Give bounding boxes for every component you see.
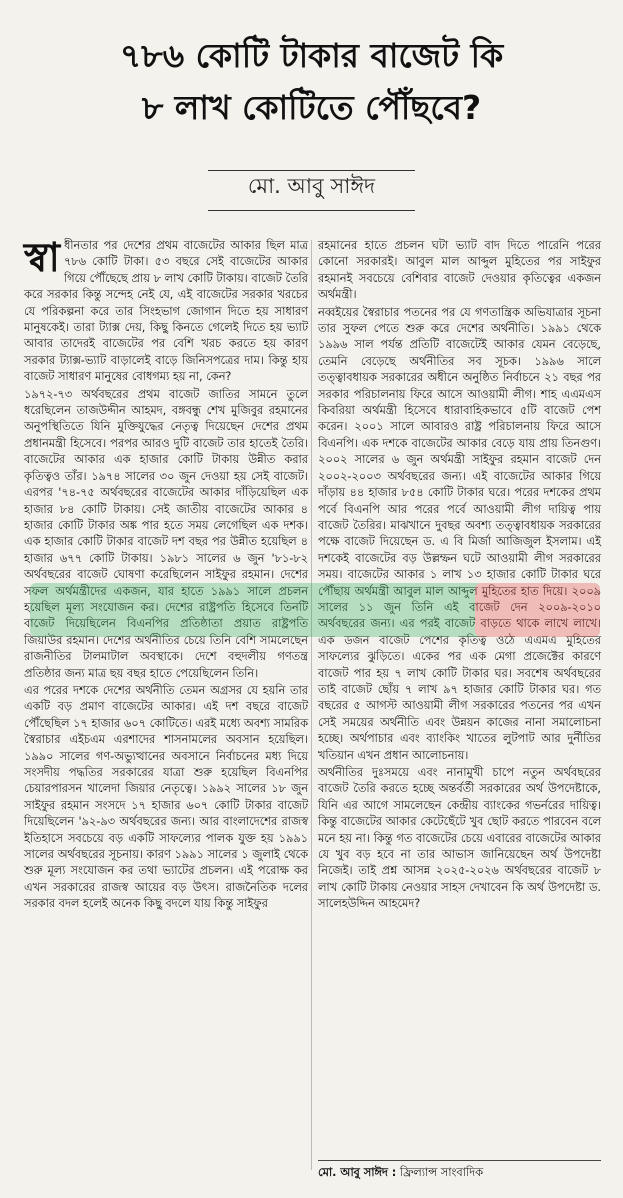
- article-column-left: [24, 235, 308, 914]
- column-divider: [311, 240, 312, 1170]
- author-role: ফ্রিল্যান্স সাংবাদিক: [399, 1166, 483, 1179]
- paragraph: নব্বইয়ের স্বৈরাচার পতনের পর যে গণতান্ত্রিক অভিযাত্রার সূচনা তার সুফল পেতে শুরু করে দেশের অর্থনীতি। ১৯৯১ থেকে ১৯৯৬ সাল পর্যন্ত প্রতিটি বাজেটেই আকার যেমন বেড়েছে, তেমনি বেড়েছে অর্থনীতির সব সূচক। ১৯৯৬ সালে তত্ত্বাবধায়ক সরকারের অধীনে অনুষ্ঠিত নির্বাচনে ২১ বছর পর সরকার পরিচালনায় ফিরে আসে আওয়ামী লীগ। শাহ এএমএস কিবরিয়া অর্থমন্ত্রী হিসেবে ধারাবাহিকভাবে ৫টি বাজেট পেশ করেন। ২০০১ সালে আবারও রাষ্ট্র পরিচালনায় ফিরে আসে বিএনপি। এক দশকে বাজেটের আকার বেড়ে যায় প্রায় তিনগুণ। ২০০২ সালের ৬ জুন অর্থমন্ত্রী সাইফুর রহমান বাজেট দেন ২০০২-২০০৩ অর্থবছরের জন্য। এই বাজেটের আকার গিয়ে দাঁড়ায় ৪৪ হাজার ৮৫৪ কোটি টাকার ঘরে। পরের দশকের প্রথম পর্বে বিএনপি আর পরের পর্বে আওয়ামী লীগ দায়িত্ব পায় বাজেট তৈরির। মাঝখানে দুবছর অবশ্য তত্ত্বাবধায়ক সরকারের পক্ষে বাজেট দিয়েছেন ড. এ বি মির্জা আজিজুল ইসলাম। এই দশকেই বাজেটের বড় উল্লম্ফন ঘটে আওয়ামী লীগ সরকারের সময়। বাজেটের আকার ১ লাখ ১৩ হাজার কোটি টাকার ঘরে পৌঁছায় অর্থমন্ত্রী আবুল মাল আব্দুল মুহিতের হাত দিয়ে। ২০০৯ সালের ১১ জুন তিনি এই বাজেট দেন ২০০৯-২০১০ অর্থবছরের জন্য। এর পরই বাজেট বাড়তে থাকে লাখে লাখে। এক ডজন বাজেট পেশের কৃতিত্ব ওঠে এএমএ মুহিতের সাফল্যের ঝুড়িতে। একের পর এক মেগা প্রজেক্টের কারণে বাজেট পার হয় ৭ লাখ কোটি টাকার ঘর। সবশেষ অর্থবছরের তাই বাজেট ছোঁয় ৭ লাখ ৯৭ হাজার কোটি টাকার ঘর। গত বছরের ৫ আগস্ট আওয়ামী লীগ সরকারের পতনের পর এখন সেই সময়ের অর্থনীতি এবং উন্নয়ন কাজের নানা সমালোচনা হচ্ছে। অর্থপাচার এবং ব্যাংকিং খাতের লুটপাট আর দুর্নীতির খতিয়ান এখন প্রধান আলোচনায়।: [318, 305, 601, 762]
- paragraph: ১৯৭২-৭৩ অর্থবছরের প্রথম বাজেট জাতির সামনে তুলে ধরেছিলেন তাজউদ্দীন আহমদ, বঙ্গবন্ধু শেখ মুজিবুর রহমানের অনুপস্থিতিতে যিনি মুক্তিযুদ্ধের নেতৃত্ব দিয়েছেন দেশের প্রথম প্রধানমন্ত্রী হিসেবে। পরপর আরও দুটি বাজেট তার হাতেই তৈরি। বাজেটের আকার এক হাজার কোটি টাকায় উন্নীত করার কৃতিত্বও তাঁর। ১৯৭৪ সালের ৩০ জুন দেওয়া হয় সেই বাজেট। এরপর '৭৪-৭৫ অর্থবছরের বাজেটের আকার দাঁড়িয়েছিল এক হাজার ৮৪ কোটি টাকায়। সেই জাতীয় বাজেটের আকার ৪ হাজার কোটি টাকার অঙ্ক পার হতে সময় লেগেছিল এক দশক। এক হাজার কোটি টাকার বাজেট দশ বছর পর উন্নীত হয়েছিল ৪ হাজার ৬৭৭ কোটি টাকায়। ১৯৮১ সালের ৬ জুন '৮১-৮২ অর্থবছরের বাজেট ঘোষণা করেছিলেন সাইফুর রহমান। দেশের সফল অর্থমন্ত্রীদের একজন, যার হাতে ১৯৯১ সালে প্রচলন হয়েছিল মূল্য সংযোজন কর। দেশের রাষ্ট্রপতি হিসেবে তিনটি বাজেট দিয়েছিলেন বিএনপির প্রতিষ্ঠাতা প্রয়াত রাষ্ট্রপতি জিয়াউর রহমান। দেশের অর্থনীতির চেয়ে তিনি বেশি সামলেছেন রাজনীতির টালমাটাল অবস্থাকে। দেশে বহুদলীয় গণতন্ত্র প্রতিষ্ঠার জন্য মাত্র ছয় বছর হাতে পেয়েছিলেন তিনি।: [24, 387, 308, 680]
- paragraph-text: ধীনতার পর দেশের প্রথম বাজেটের আকার ছিল মাত্র ৭৮৬ কোটি টাকা। ৫৩ বছরে সেই বাজেটের আকার গিয়ে পৌঁছেছে প্রায় ৮ লাখ কোটি টাকায়। বাজেট তৈরি করে সরকার কিন্তু সন্দেহ নেই যে, এই বাজেটের সরকার খরচের যে পরিকল্পনা করে তার সিংহভাগ জোগান দিতে হয় সাধারণ মানুষকেই। তারা ট্যাক্স দেয়, কিছু কিনতে গেলেই দিতে হয় ভ্যাট আবার তাদেরই বাজেটের পর বেশি খরচ করতে হয় কারণ সরকার ট্যাক্স-ভ্যাট বাড়ালেই বাড়ে জিনিসপত্রের দাম। কিন্তু হায় বাজেট সাধারণ মানুষের বোধগম্য হয় না, কেন?: [24, 239, 308, 384]
- paragraph: রহমানের হাতে প্রচলন ঘটা ভ্যাট বাদ দিতে পারেনি পরের কোনো সরকারই। আবুল মাল আব্দুল মুহিতের পর সাইফুর রহমানই সবচেয়ে বেশিবার বাজেট দেওয়ার কৃতিত্বের একজন অর্থমন্ত্রী।: [318, 239, 601, 302]
- drop-cap: স্বা: [24, 235, 60, 281]
- paragraph: অর্থনীতির দুঃসময়ে এবং নানামুখী চাপে নতুন অর্থবছরের বাজেট তৈরি করতে হচ্ছে অন্তর্বর্তী সরকারের অর্থ উপদেষ্টাকে, যিনি এর আগে সামলেছেন কেন্দ্রীয় ব্যাংকের গভর্নরের দায়িত্ব। কিন্তু বাজেটের আকার কেটেছেঁটে খুব ছোট করতে পারবেন বলে মনে হয় না। কিন্তু গত বাজেটের চেয়ে এবারের বাজেটের আকার যে খুব বড় হবে না তার আভাস জানিয়েছেন অর্থ উপদেষ্টা নিজেই। তাই প্রশ্ন আসন্ন ২০২৫-২০২৬ অর্থবছরের বাজেট ৮ লাখ কোটি টাকায় নেওয়ার সাহস দেখাবেন কি অর্থ উপদেষ্টা ড. সালেহউদ্দিন আহমেদ?: [318, 766, 601, 911]
- author-note: [318, 1160, 601, 1181]
- article-column-right: [318, 238, 601, 914]
- byline-rule-top: [208, 170, 415, 171]
- paragraph: এর পরের দশকে দেশের অর্থনীতি তেমন অগ্রসর যে হয়নি তার একটি বড় প্রমাণ বাজেটের আকার। এই দশ বছরে বাজেট পৌঁছেছিল ১৭ হাজার ৬০৭ কোটিতে। এরই মধ্যে অবশ্য সামরিক স্বৈরাচার এইচএম এরশাদের শাসনামলের অবসান হয়েছিল। ১৯৯০ সালের গণ-অভ্যুত্থানের অবসানে নির্বাচনের মধ্য দিয়ে সংসদীয় পদ্ধতির সরকারের যাত্রা শুরু হয়েছিল বিএনপির চেয়ারপারসন খালেদা জিয়ার নেতৃত্বে। ১৯৯২ সালের ১৮ জুন সাইফুর রহমান সংসদে ১৭ হাজার ৬০৭ কোটি টাকার বাজেট দিয়েছিলেন '৯২-৯৩ অর্থবছরের জন্য। আর বাংলাদেশের রাজস্ব ইতিহাসে সবচেয়ে বড় একটি সাফল্যের পালক যুক্ত হয় ১৯৯১ সালের অর্থবছরের সূচনায়। কারণ ১৯৯১ সালের ১ জুলাই থেকে শুরু মূল্য সংযোজন কর তথা ভ্যাটের প্রচলন। এই পরোক্ষ কর এখন সরকারের রাজস্ব আয়ের বড় উৎস। রাজনৈতিক দলের সরকার বদল হলেই অনেক কিছু বদলে যায় কিন্তু সাইফুর: [24, 683, 308, 911]
- author-name: মো. আবু সাঈদ :: [318, 1166, 397, 1179]
- byline-rule-bottom: [208, 210, 415, 211]
- paragraph: [24, 235, 308, 386]
- headline-line-2: ৮ লাখ কোটিতে পৌঁছবে?: [141, 88, 482, 127]
- headline: [10, 30, 613, 134]
- headline-line-1: ৭৮৬ কোটি টাকার বাজেট কি: [119, 36, 504, 75]
- top-strip-clipped-text: [0, 0, 623, 14]
- byline: মো. আবু সাঈদ: [247, 174, 376, 198]
